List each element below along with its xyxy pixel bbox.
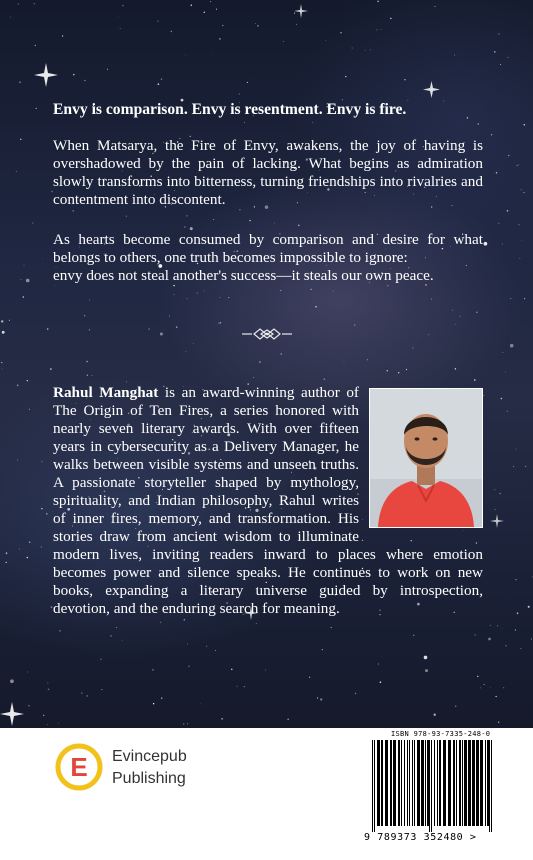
isbn-label: ISBN 978-93-7335-248-0 [391,730,491,738]
publisher-name-line-1: Evincepub [112,748,187,765]
tagline: Envy is comparison. Envy is resentment. Envy is fire. [53,101,407,118]
logo-letter: E [70,752,88,782]
author-portrait-icon [370,389,482,527]
description-paragraph-2-part-a: As hearts become consumed by comparison and desire for what belongs to others, one truth becomes impossible to ignore: [53,231,483,266]
barcode-icon [368,740,496,832]
author-bio [53,384,483,618]
barcode-digits: 9 789373 352480 > [364,832,477,843]
description-paragraph-2 [53,231,483,285]
author-photo [369,388,483,528]
description-paragraph-1: When Matsarya, the Fire of Envy, awakens, the joy of having is overshadowed by the pain of lacking. What begins as admiration slowly transforms into bitterness, turning friendships into rivalries and contentment into discontent. [53,137,483,208]
publisher-logo-icon [54,742,104,792]
description-paragraph-2-part-b: envy does not steal another's success—it steals our own peace. [53,267,434,284]
author-bio-text: is an award-winning author of The Origin of Ten Fires, a series honored with nearly seven literary awards. With over fifteen years in cybersecurity as a Delivery Manager, he walks between visible systems and unseen truths. A passionate storyteller shaped by mythology, spirituality, and Indian philosophy, Rahul writes of inner fires, memory, and transformation. His stories draw from ancient wisdom to illuminate modern lives, inviting readers inward to places where emotion becomes power and silence speaks. He continues to work on new books, expanding a literary universe guided by introspection, devotion, and the enduring search for meaning. [53,384,483,617]
ornament-divider-icon [240,326,294,342]
publisher-name-line-2: Publishing [112,770,186,787]
author-name: Rahul Manghat [53,384,159,401]
